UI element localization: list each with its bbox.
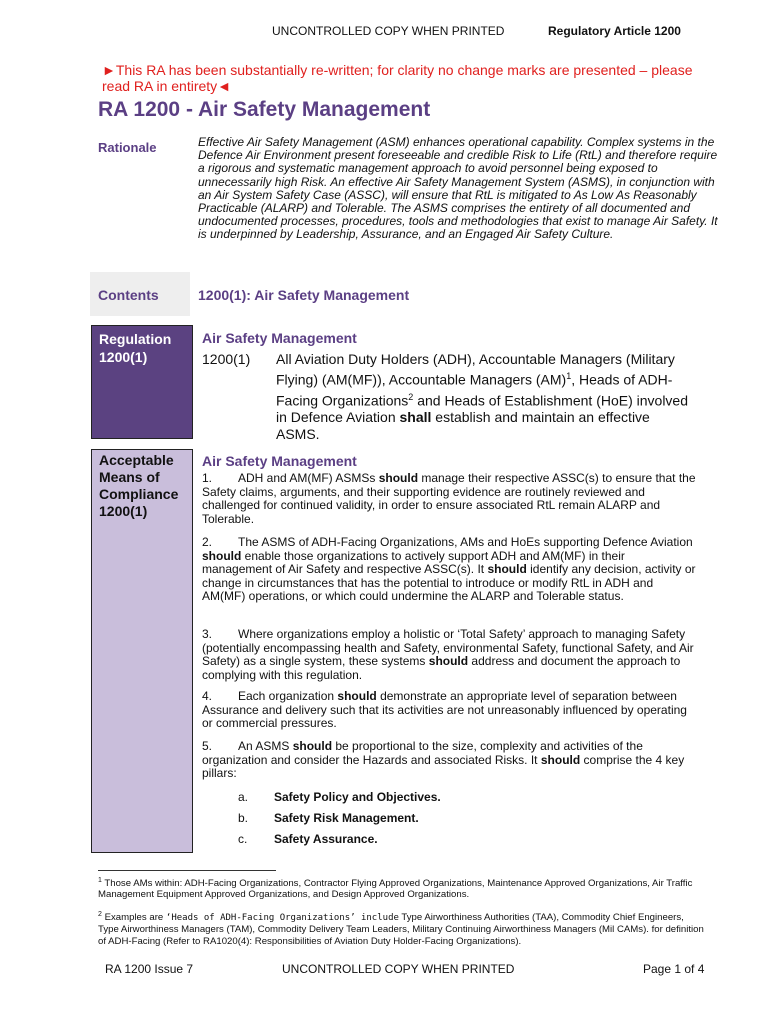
pillar-item: Safety Assurance.: [274, 832, 378, 846]
pillar-letter: a.: [238, 790, 249, 804]
footnote-2: $^2$ Examples are ‘Heads of ADH-Facing Organizations’ include Type Airworthiness Authorities (TAA), Commodity Chief Engineers, Type Airworthiness Managers (TAM), Commodity Delivery Team Leaders, Military Continuing Airworthiness Managers (Mil CAMs). for definition of ADH-Facing (Refer to RA1020(4): Responsibilities of Aviation Duty Holder-Facing Organizations).: [98, 911, 704, 947]
pillar-item: Safety Policy and Objectives.: [274, 790, 441, 804]
footer-copy-notice: UNCONTROLLED COPY WHEN PRINTED: [282, 962, 515, 976]
header-article-number: Regulatory Article 1200: [548, 24, 681, 38]
amc-label: Acceptable Means of Compliance 1200(1): [99, 452, 179, 519]
regulation-label-line1: Regulation: [99, 331, 172, 347]
amc-paragraph-1: 1. ADH and AM(MF) ASMSs should manage their respective ASSC(s) to ensure that the Safety claims, arguments, and their supporting evidence are routinely reviewed and challenged for continued validity, in order to ensure associated RtL remain ALARP and Tolerable.: [202, 471, 696, 526]
regulation-heading: Air Safety Management: [202, 330, 357, 346]
amc-paragraph-3: 3. Where organizations employ a holistic or ‘Total Safety’ approach to managing Safety (potentially encompassing health and Safety, environmental Safety, functional Safety, and Air Safety) as a single system, these systems should address and document the approach to complying with this regulation.: [202, 627, 694, 682]
rewrite-notice: ►This RA has been substantially re-written; for clarity no change marks are presented – please read RA in entirety◄: [102, 62, 693, 94]
page-title: RA 1200 - Air Safety Management: [98, 98, 431, 121]
rationale-label: Rationale: [98, 140, 157, 155]
header-copy-notice: UNCONTROLLED COPY WHEN PRINTED: [272, 24, 505, 38]
footnote-ref-1[interactable]: 1: [566, 371, 572, 381]
regulation-text: All Aviation Duty Holders (ADH), Accountable Managers (Military Flying) (AM(MF)), Accountable Managers (AM)$^1$, Heads of ADH-Facing Organizations$^2$ and Heads of Establishment (HoE) involved in Defence Aviation shall establish and maintain an effective ASMS.: [276, 351, 689, 443]
pillar-letter: c.: [238, 832, 248, 846]
pillar-item: Safety Risk Management.: [274, 811, 419, 825]
footnote-1: $^1$ Those AMs within: ADH-Facing Organizations, Contractor Flying Approved Organizations, Maintenance Approved Organizations, Air Traffic Management Equipment Approved Organizations, and Design Approved Organizations.: [98, 877, 693, 901]
regulation-label: [99, 330, 189, 366]
amc-paragraph-5: 5. An ASMS should be proportional to the size, complexity and activities of the organization and consider the Hazards and associated Risks. It should comprise the 4 key pillars:: [202, 739, 685, 781]
amc-heading: Air Safety Management: [202, 453, 357, 469]
contents-label: Contents: [98, 287, 159, 303]
rationale-text: Effective Air Safety Management (ASM) enhances operational capability. Complex systems in the Defence Air Environment present foreseeable and credible Risk to Life (RtL) and therefore require a rigorous and systematic management approach to avoid personnel being exposed to unnecessarily high Risk. An effective Air Safety Management System (ASMS), in conjunction with an Air System Safety Case (ASSC), will ensure that RtL is mitigated to As Low As Reasonably Practicable (ALARP) and Tolerable. The ASMS comprises the entirety of all documented and undocumented processes, procedures, tools and methodologies that exist to manage Air Safety. It is underpinned by Leadership, Assurance, and an Engaged Air Safety Culture.: [198, 135, 718, 242]
regulation-label-line2: 1200(1): [99, 349, 148, 365]
pillar-letter: b.: [238, 811, 249, 825]
amc-paragraph-4: 4. Each organization should demonstrate an appropriate level of separation between Assurance and delivery such that its activities are not unreasonably influenced by operating or commercial pressures.: [202, 689, 687, 731]
contents-item-1200-1[interactable]: 1200(1): Air Safety Management: [198, 287, 410, 303]
footer-issue: RA 1200 Issue 7: [105, 962, 194, 976]
amc-paragraph-2: 2. The ASMS of ADH-Facing Organizations, AMs and HoEs supporting Defence Aviation should enable those organizations to actively support ADH and AM(MF) in their management of Air Safety and respective ASSC(s). It should identify any decision, activity or change in circumstances that has the potential to introduce or modify RtL in ADH and AM(MF) operations, or which could undermine the ALARP and Tolerable status.: [202, 535, 696, 604]
regulation-number: 1200(1): [202, 351, 251, 367]
footer-page-number: Page 1 of 4: [643, 962, 705, 976]
footnote-ref-2[interactable]: 2: [408, 391, 414, 402]
footnote-divider: [98, 870, 276, 871]
